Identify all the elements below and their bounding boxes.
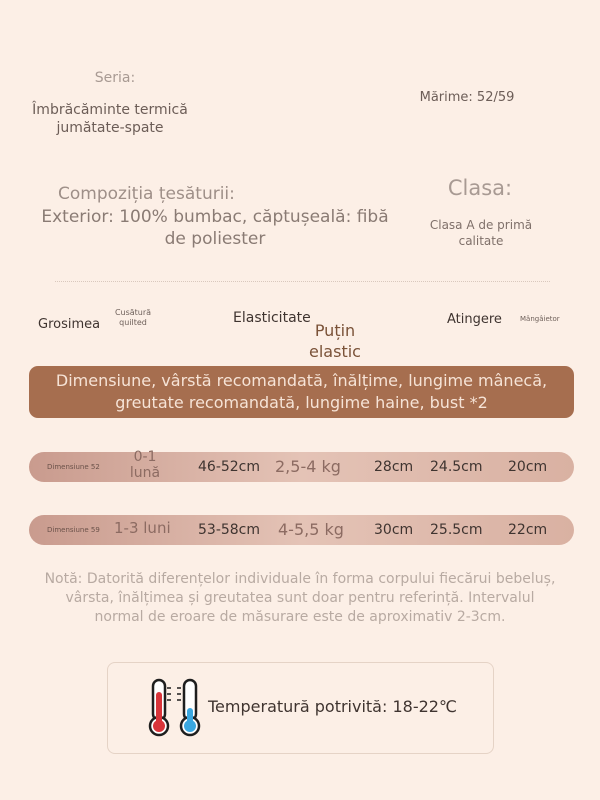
series-value: Îmbrăcăminte termică jumătate-spate [32, 102, 188, 136]
cold-bulb [184, 720, 196, 732]
thermometer-icon [148, 678, 204, 740]
grade-title: Clasa: [447, 176, 513, 200]
row-age: 0-1 lună [129, 449, 161, 481]
thickness-label: Grosimea [38, 317, 101, 332]
row-age: 1-3 luni [114, 519, 171, 537]
row-height: 53-58cm [198, 522, 261, 538]
row-size-name: Dimensiune 52 [47, 463, 100, 471]
divider [55, 281, 550, 282]
row-weight: 2,5-4 kg [275, 457, 341, 476]
row-bust: 22cm [508, 522, 548, 538]
size-table-header-text: Dimensiune, vârstă recomandată, înălțime, lungime mânecă, greutate recomandată, lungime haine, bust *2 [55, 371, 548, 412]
size-table-header [29, 366, 574, 418]
elasticity-value: Puțin elastic [309, 321, 361, 361]
touch-value: Mângâietor [520, 315, 560, 323]
row-length: 24.5cm [430, 459, 483, 475]
temperature-text: Temperatură potrivită: 18-22℃ [208, 697, 457, 716]
table-row [29, 449, 574, 482]
hot-bulb [153, 720, 165, 732]
thickness-value: Cusătură quilted [114, 308, 152, 327]
size-label: Mărime: 52/59 [419, 90, 515, 105]
grade-value: Clasa A de primă calitate [429, 218, 533, 248]
touch-label: Atingere [447, 312, 502, 327]
row-length: 25.5cm [430, 522, 483, 538]
row-weight: 4-5,5 kg [278, 520, 344, 539]
size-note: Notă: Datorită diferențelor individuale în forma corpului fiecărui bebeluș, vârsta, înălțimea și greutatea sunt doar pentru referință. Intervalul normal de eroare de măsurare este de aproximativ 2-3cm. [44, 571, 556, 625]
fabric-title: Compoziția țesăturii: [58, 184, 235, 204]
row-bust: 20cm [508, 459, 548, 475]
hot-mercury [156, 692, 162, 724]
row-height: 46-52cm [198, 459, 261, 475]
elasticity-label: Elasticitate [233, 310, 311, 326]
row-size-name: Dimensiune 59 [47, 526, 100, 534]
row-sleeve: 30cm [374, 522, 414, 538]
series-label: Seria: [94, 70, 136, 86]
row-sleeve: 28cm [374, 459, 414, 475]
fabric-value: Exterior: 100% bumbac, căptușeală: fibă de poliester [41, 207, 389, 249]
table-row [29, 515, 574, 545]
